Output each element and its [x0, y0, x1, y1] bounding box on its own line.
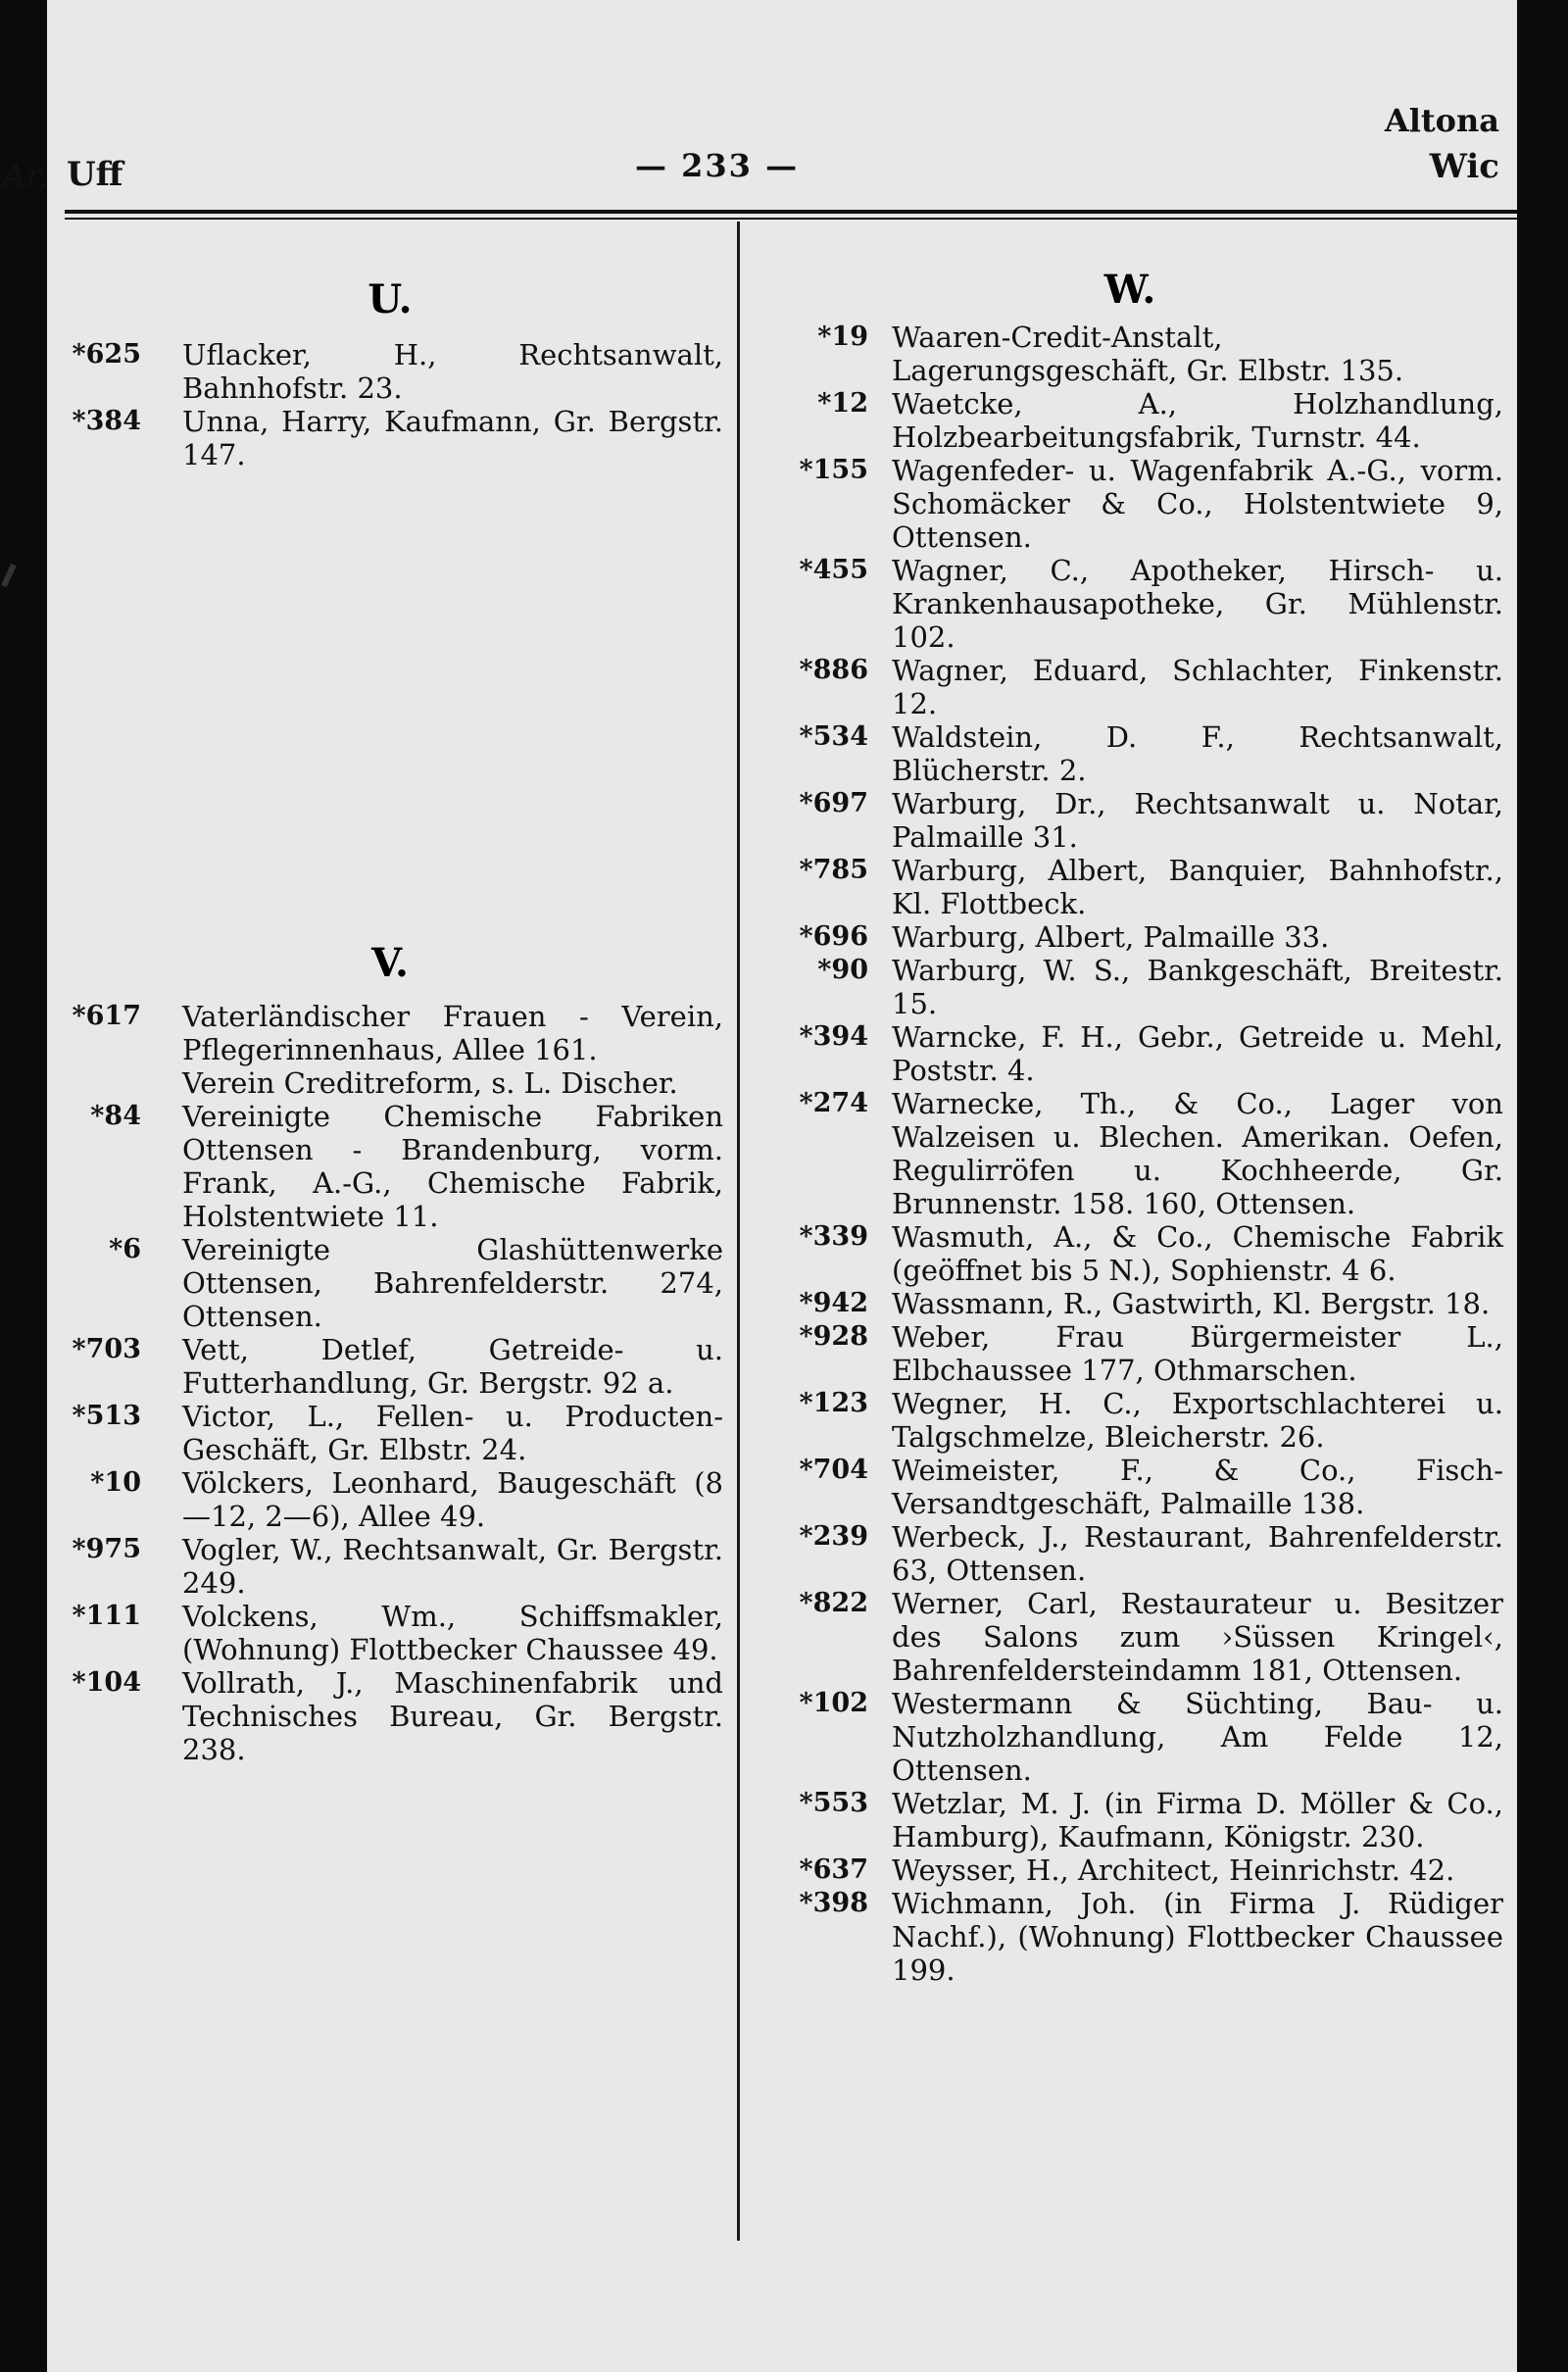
entry-number: *513	[72, 1401, 141, 1431]
entry-text: Vereinigte Glashüttenwerke Ottensen, Bahrenfelderstr. 274, Ottensen.	[182, 1233, 723, 1333]
entry-number: *697	[799, 788, 868, 818]
section-w	[743, 267, 1517, 1987]
entry-number: *928	[799, 1321, 868, 1352]
entry-text: Wassmann, R., Gastwirth, Kl. Bergstr. 18.	[892, 1287, 1491, 1320]
entry-number: *455	[799, 555, 868, 585]
directory-entry	[47, 405, 733, 471]
page-number: — 233 —	[635, 147, 800, 184]
entry-number: *12	[817, 388, 868, 419]
entry-text: Wegner, H. C., Exportschlachterei u. Talgschmelze, Bleicherstr. 26.	[892, 1387, 1503, 1454]
directory-entry	[47, 338, 733, 405]
entry-text: Weber, Frau Bürgermeister L., Elbchaussee 177, Othmarschen.	[892, 1320, 1503, 1387]
directory-entry	[743, 720, 1517, 787]
directory-entry	[743, 954, 1517, 1020]
entry-text: Warnecke, Th., & Co., Lager von Walzeisen u. Blechen. Amerikan. Oefen, Regulirröfen u. Kochheerde, Gr. Brunnenstr. 158. 160, Ottensen.	[892, 1087, 1503, 1220]
section-letter: V.	[371, 940, 409, 986]
margin-ink-mark	[1, 564, 17, 587]
entry-text: Wagner, C., Apotheker, Hirsch- u. Krankenhausapotheke, Gr. Mühlenstr. 102.	[892, 554, 1503, 654]
directory-entry	[743, 787, 1517, 854]
directory-entry	[743, 920, 1517, 954]
directory-entry	[743, 654, 1517, 720]
directory-entry	[47, 1066, 733, 1100]
directory-entry	[743, 1687, 1517, 1787]
directory-entry	[743, 321, 1517, 387]
directory-entry	[743, 1787, 1517, 1853]
entry-text: Werbeck, J., Restaurant, Bahrenfelderstr. 63, Ottensen.	[892, 1520, 1503, 1587]
entry-number: *398	[799, 1888, 868, 1918]
section-u	[47, 276, 733, 471]
entry-number: *123	[799, 1388, 868, 1418]
entry-text: Vett, Detlef, Getreide- u. Futterhandlung, Gr. Bergstr. 92 a.	[182, 1333, 723, 1400]
directory-entry	[47, 1533, 733, 1600]
entry-text: Wetzlar, M. J. (in Firma D. Möller & Co., Hamburg), Kaufmann, Königstr. 230.	[892, 1787, 1503, 1853]
entry-number: *90	[817, 955, 868, 985]
running-head-right: Wic	[1429, 147, 1499, 186]
directory-entry	[47, 1000, 733, 1066]
entry-number: *553	[799, 1788, 868, 1818]
entry-text: Volckens, Wm., Schiffsmakler, (Wohnung) Flottbecker Chaussee 49.	[182, 1600, 723, 1666]
entry-number: *384	[72, 406, 141, 436]
entry-number: *704	[799, 1455, 868, 1485]
entry-text: Wasmuth, A., & Co., Chemische Fabrik (geöffnet bis 5 N.), Sophienstr. 4 6.	[892, 1220, 1503, 1287]
section-v	[47, 940, 733, 1766]
entry-text: Victor, L., Fellen- u. Producten-Geschäft, Gr. Elbstr. 24.	[182, 1400, 723, 1466]
directory-entry	[743, 1520, 1517, 1587]
entry-text: Uflacker, H., Rechtsanwalt, Bahnhofstr. 23.	[182, 338, 723, 405]
entry-number: *84	[90, 1101, 141, 1131]
directory-entry	[47, 1333, 733, 1400]
entry-number: *703	[72, 1334, 141, 1364]
entry-text: Verein Creditreform, s. L. Discher.	[182, 1066, 678, 1100]
directory-entry	[47, 1600, 733, 1666]
entry-number: *625	[72, 339, 141, 370]
entry-text: Westermann & Süchting, Bau- u. Nutzholzhandlung, Am Felde 12, Ottensen.	[892, 1687, 1503, 1787]
header-rule-thin	[65, 218, 1517, 220]
directory-entry	[743, 1887, 1517, 1987]
entry-text: Wagner, Eduard, Schlachter, Finkenstr. 12.	[892, 654, 1503, 720]
entry-number: *534	[799, 721, 868, 752]
entry-text: Weimeister, F., & Co., Fisch-Versandtgeschäft, Palmaille 138.	[892, 1454, 1503, 1520]
directory-entry	[743, 387, 1517, 454]
directory-entry	[743, 1587, 1517, 1687]
directory-entry	[743, 1320, 1517, 1387]
column-divider	[737, 222, 740, 2241]
entry-text: Vollrath, J., Maschinenfabrik und Technisches Bureau, Gr. Bergstr. 238.	[182, 1666, 723, 1766]
entry-number: *274	[799, 1088, 868, 1118]
entry-number: *102	[799, 1688, 868, 1718]
entry-text: Vogler, W., Rechtsanwalt, Gr. Bergstr. 249.	[182, 1533, 723, 1600]
entry-text: Werner, Carl, Restaurateur u. Besitzer des Salons zum ›Süssen Kringel‹, Bahrenfeldersteindamm 181, Ottensen.	[892, 1587, 1503, 1687]
entry-text: Warburg, W. S., Bankgeschäft, Breitestr. 15.	[892, 954, 1503, 1020]
directory-entry	[47, 1666, 733, 1766]
directory-entry	[743, 1220, 1517, 1287]
entry-number: *785	[799, 855, 868, 885]
entry-text: Waetcke, A., Holzhandlung, Holzbearbeitungsfabrik, Turnstr. 44.	[892, 387, 1503, 454]
directory-entry	[47, 1233, 733, 1333]
entry-text: Wagenfeder- u. Wagenfabrik A.-G., vorm. Schomäcker & Co., Holstentwiete 9, Ottensen.	[892, 454, 1503, 554]
entry-text: Warburg, Albert, Palmaille 33.	[892, 920, 1330, 954]
entry-number: *19	[817, 321, 868, 352]
entry-text: Unna, Harry, Kaufmann, Gr. Bergstr. 147.	[182, 405, 723, 471]
entry-number: *637	[799, 1854, 868, 1885]
entry-text: Warburg, Dr., Rechtsanwalt u. Notar, Palmaille 31.	[892, 787, 1503, 854]
directory-entry	[743, 454, 1517, 554]
entry-text: Warburg, Albert, Banquier, Bahnhofstr., Kl. Flottbeck.	[892, 854, 1503, 920]
header-rule-thick	[65, 210, 1517, 214]
entry-text: Waaren-Credit-Anstalt, Lagerungsgeschäft, Gr. Elbstr. 135.	[892, 321, 1404, 387]
entry-text: Wichmann, Joh. (in Firma J. Rüdiger Nachf.), (Wohnung) Flottbecker Chaussee 199.	[892, 1887, 1503, 1987]
directory-entry	[743, 554, 1517, 654]
directory-entry	[47, 1100, 733, 1233]
entry-text: Warncke, F. H., Gebr., Getreide u. Mehl, Poststr. 4.	[892, 1020, 1503, 1087]
right-column	[743, 255, 1517, 1987]
directory-entry	[743, 854, 1517, 920]
entry-text: Waldstein, D. F., Rechtsanwalt, Blücherstr. 2.	[892, 720, 1503, 787]
section-letter: U.	[368, 276, 413, 322]
directory-entry	[743, 1020, 1517, 1087]
entry-number: *696	[799, 921, 868, 952]
entry-number: *10	[90, 1467, 141, 1498]
entry-number: *822	[799, 1588, 868, 1618]
directory-entry	[743, 1853, 1517, 1887]
entry-number: *239	[799, 1521, 868, 1552]
running-head-place: Altona	[1384, 102, 1499, 139]
entry-number: *886	[799, 655, 868, 685]
entry-number: *155	[799, 455, 868, 485]
running-head-left: Uff	[67, 155, 123, 194]
entry-number: *339	[799, 1221, 868, 1252]
entry-number: *394	[799, 1021, 868, 1052]
entry-text: Völckers, Leonhard, Baugeschäft (8—12, 2—6), Allee 49.	[182, 1466, 723, 1533]
directory-entry	[743, 1087, 1517, 1220]
section-letter: W.	[1103, 267, 1156, 313]
entry-number: *942	[799, 1288, 868, 1318]
entry-text: Weysser, H., Architect, Heinrichstr. 42.	[892, 1853, 1455, 1887]
entry-number: *104	[72, 1667, 141, 1698]
entry-number: *111	[72, 1601, 141, 1631]
directory-entry	[47, 1466, 733, 1533]
margin-annotation: Ar.	[2, 157, 49, 196]
entry-number: *975	[72, 1534, 141, 1564]
entry-text: Vaterländischer Frauen - Verein, Pflegerinnenhaus, Allee 161.	[182, 1000, 723, 1066]
directory-entry	[743, 1454, 1517, 1520]
entry-number: *6	[109, 1234, 141, 1264]
directory-page	[47, 0, 1517, 2372]
directory-entry	[743, 1287, 1517, 1320]
entry-text: Vereinigte Chemische Fabriken Ottensen - Brandenburg, vorm. Frank, A.-G., Chemische Fabrik, Holstentwiete 11.	[182, 1100, 723, 1233]
entry-number: *617	[72, 1001, 141, 1031]
directory-entry	[47, 1400, 733, 1466]
left-column	[47, 255, 733, 1766]
directory-entry	[743, 1387, 1517, 1454]
